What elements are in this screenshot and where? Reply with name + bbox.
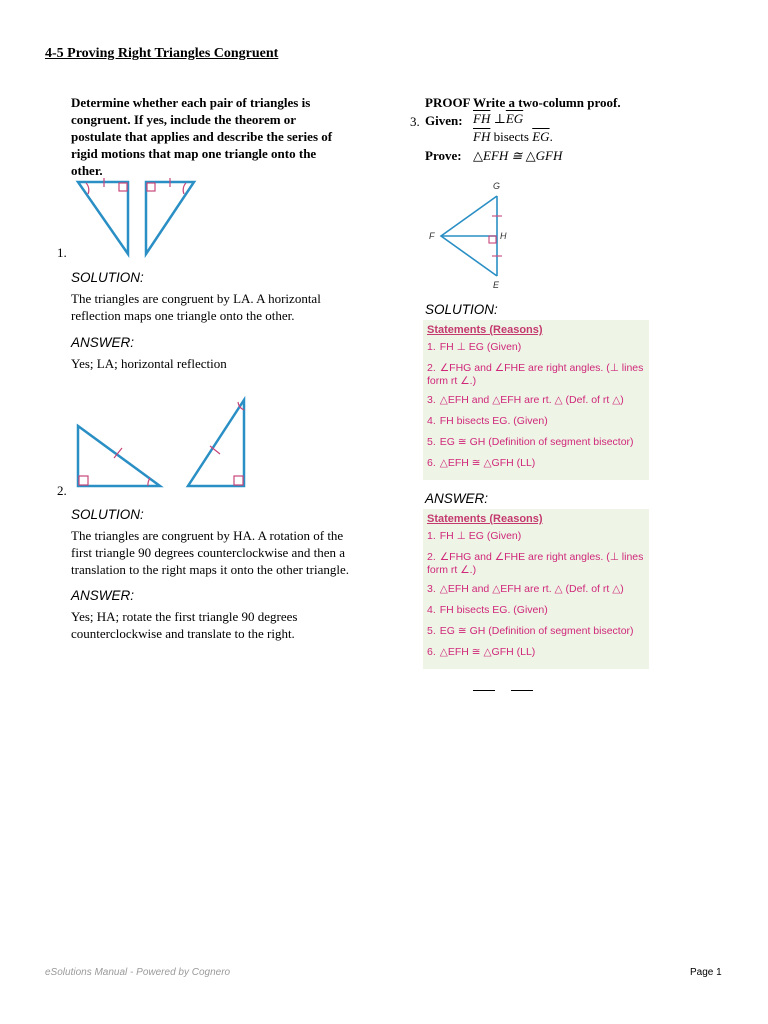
statement-row — [427, 362, 649, 388]
problem-2-solution — [71, 527, 349, 578]
instructions-line: rigid motions that map one triangle onto the — [71, 146, 317, 161]
instructions-line: other. — [71, 163, 103, 178]
answer-line: Yes; HA; rotate the first triangle 90 degrees — [71, 609, 298, 624]
triangle-right — [188, 400, 244, 486]
statement-number: 6. — [427, 457, 436, 469]
given-text: . — [549, 129, 553, 144]
label-h: H — [500, 231, 507, 241]
label-e: E — [493, 280, 500, 290]
proof-solution-label: SOLUTION: — [425, 302, 498, 317]
page-title: 4-5 Proving Right Triangles Congruent — [45, 46, 279, 61]
statement-number: 3. — [427, 583, 436, 595]
statement-row — [427, 625, 649, 638]
problem-2-answer — [71, 608, 297, 642]
statement-number: 1. — [427, 530, 436, 542]
statement-text: ∠FHG and ∠FHE are right angles. (⊥ lines form rt ∠.) — [427, 362, 644, 387]
statement-text: FH ⊥ EG (Given) — [439, 530, 522, 542]
instructions-line: congruent. If yes, include the theorem or — [71, 112, 297, 127]
problem-1-number: 1. — [57, 245, 67, 260]
statement-number: 2. — [427, 551, 436, 563]
statement-number: 2. — [427, 362, 436, 374]
statement-row — [427, 551, 649, 577]
statement-number: 5. — [427, 625, 436, 637]
statement-text: ∠FHG and ∠FHE are right angles. (⊥ lines form rt ∠.) — [427, 551, 644, 576]
problem-1-solution — [71, 290, 321, 324]
statement-row — [427, 341, 649, 354]
statement-text: EG ≅ GH (Definition of segment bisector) — [439, 625, 634, 637]
problem-2-answer-label: ANSWER: — [71, 588, 135, 603]
given-statement-1 — [473, 110, 523, 127]
perpendicular-symbol: ⊥ — [490, 111, 506, 126]
problem-2-solution-label: SOLUTION: — [71, 507, 144, 522]
statement-number: 6. — [427, 646, 436, 658]
prove-label: Prove: — [425, 148, 462, 163]
given-text: bisects — [490, 129, 533, 144]
problem-3-number: 3. — [410, 114, 420, 129]
statement-text: EG ≅ GH (Definition of segment bisector) — [439, 436, 634, 448]
label-f: F — [429, 231, 435, 241]
statement-number: 1. — [427, 341, 436, 353]
triangle-left — [78, 182, 128, 254]
stray-overline-mark — [473, 690, 495, 691]
statement-text: FH ⊥ EG (Given) — [439, 341, 522, 353]
statement-row — [427, 457, 649, 470]
solution-line: reflection maps one triangle onto the other. — [71, 308, 295, 323]
proof-answer-box — [423, 509, 649, 669]
instructions-line: Determine whether each pair of triangles is — [71, 95, 311, 110]
statement-row — [427, 436, 649, 449]
given-statement-2 — [473, 128, 553, 145]
statement-row — [427, 583, 649, 596]
problem-1-answer-label: ANSWER: — [71, 335, 135, 350]
statement-text: FH bisects EG. (Given) — [439, 604, 548, 616]
segment-eg: $\overline{EG}$ — [505, 111, 524, 126]
solution-line: The triangles are congruent by HA. A rotation of the — [71, 528, 344, 543]
answer-line: counterclockwise and translate to the right. — [71, 626, 295, 641]
proof-solution-box — [423, 320, 649, 480]
statement-text: FH bisects EG. (Given) — [439, 415, 548, 427]
stray-overline-mark — [511, 690, 533, 691]
problem-1-solution-label: SOLUTION: — [71, 270, 144, 285]
segment-eg: $\overline{EG}$ — [532, 129, 550, 144]
page-number: Page 1 — [690, 967, 722, 978]
statement-row — [427, 604, 649, 617]
segment-fh: $\overline{FH}$ — [473, 111, 491, 126]
problem-1-figure — [70, 176, 205, 258]
statement-number: 4. — [427, 604, 436, 616]
statements-header: Statements (Reasons) — [427, 513, 543, 525]
kite-figure — [425, 176, 525, 290]
given-label: Given: — [425, 113, 463, 128]
statement-text: △EFH ≅ △GFH (LL) — [439, 457, 536, 469]
statement-number: 4. — [427, 415, 436, 427]
solution-line: The triangles are congruent by LA. A horizontal — [71, 291, 321, 306]
statement-row — [427, 530, 649, 543]
statement-text: △EFH and △EFH are rt. △ (Def. of rt △) — [439, 583, 624, 595]
problem-2-number: 2. — [57, 483, 67, 498]
triangle-right — [146, 182, 194, 254]
statement-row — [427, 394, 649, 407]
problem-1-answer: Yes; LA; horizontal reflection — [71, 356, 227, 371]
statement-text: △EFH and △EFH are rt. △ (Def. of rt △) — [439, 394, 624, 406]
problem-2-figure — [72, 396, 252, 490]
footer-credit: eSolutions Manual - Powered by Cognero — [45, 967, 231, 978]
statements-header: Statements (Reasons) — [427, 324, 543, 336]
proof-answer-label: ANSWER: — [425, 491, 489, 506]
instructions-line: postulate that applies and describe the series of — [71, 129, 333, 144]
instructions — [71, 94, 391, 179]
solution-line: first triangle 90 degrees counterclockwise and then a — [71, 545, 345, 560]
solution-line: translation to the right maps it onto the other triangle. — [71, 562, 349, 577]
statement-text: △EFH ≅ △GFH (LL) — [439, 646, 536, 658]
statement-number: 5. — [427, 436, 436, 448]
prove-statement: △EFH ≅ △GFH — [473, 148, 563, 163]
label-g: G — [493, 181, 501, 191]
proof-heading: PROOF Write a two-column proof. — [425, 95, 621, 110]
triangle-left — [78, 426, 160, 486]
statement-row — [427, 646, 649, 659]
statement-number: 3. — [427, 394, 436, 406]
segment-fh: $\overline{FH}$ — [473, 129, 491, 144]
statement-row — [427, 415, 649, 428]
